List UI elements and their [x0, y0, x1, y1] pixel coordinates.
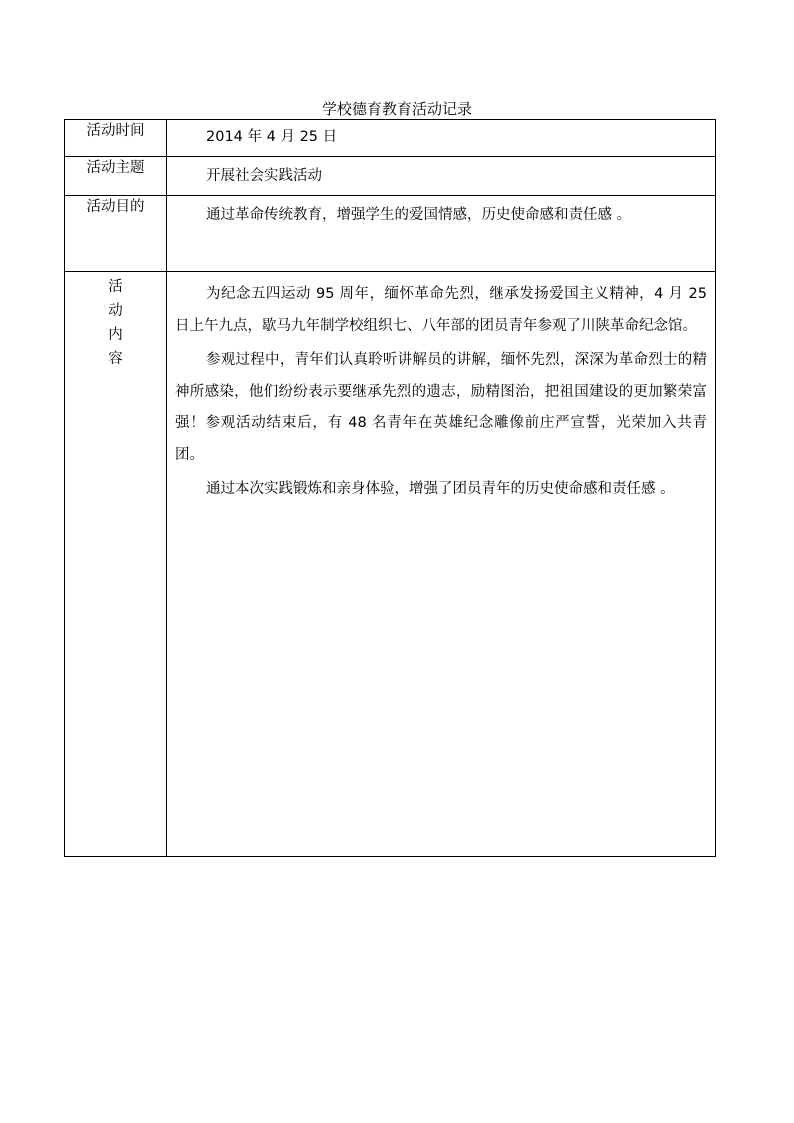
content-label — [65, 272, 166, 371]
content-paragraph: 通过本次实践锻炼和亲身体验，增强了团员青年的历史使命感和责任感 。 — [206, 481, 675, 497]
theme-value: 开展社会实践活动 — [206, 168, 322, 184]
content-paragraph: 参观过程中，青年们认真聆听讲解员的讲解，缅怀先烈，深深为革命烈士的精神所感染，他们纷纷表示要继承先烈的遗志，励精图治，把祖国建设的更加繁荣富强！参观活动结束后，有 48 名青年在英雄纪念雕像前庄严宣誓，光荣加入共青团。 — [175, 352, 707, 463]
value-cell-theme — [167, 157, 716, 196]
table-row-purpose — [65, 196, 716, 272]
activity-record-table — [64, 119, 716, 857]
table-row-time — [65, 120, 716, 157]
time-value: 2014 年 4 月 25 日 — [206, 129, 338, 145]
content-label-char: 容 — [108, 351, 123, 367]
table-row-theme — [65, 157, 716, 196]
table-row-content — [65, 272, 716, 857]
value-cell-content — [167, 272, 716, 857]
page-title: 学校德育教育活动记录 — [321, 100, 472, 118]
content-label-char: 动 — [108, 303, 123, 319]
theme-label: 活动主题 — [86, 160, 145, 176]
content-body — [167, 272, 715, 506]
content-label-char: 活 — [108, 279, 123, 295]
value-cell-time — [167, 120, 716, 157]
value-cell-purpose — [167, 196, 716, 272]
label-cell-content — [65, 272, 167, 857]
label-cell-theme — [65, 157, 167, 196]
content-paragraph: 为纪念五四运动 95 周年，缅怀革命先烈，继承发扬爱国主义精神，4 月 25 日上午九点，歇马九年制学校组织七、八年部的团员青年参观了川陕革命纪念馆。 — [175, 286, 707, 334]
purpose-label: 活动目的 — [86, 199, 145, 215]
label-cell-time — [65, 120, 167, 157]
purpose-value: 通过革命传统教育，增强学生的爱国情感，历史使命感和责任感 。 — [206, 207, 632, 223]
label-cell-purpose — [65, 196, 167, 272]
content-label-char: 内 — [108, 327, 123, 343]
time-label: 活动时间 — [86, 123, 145, 139]
